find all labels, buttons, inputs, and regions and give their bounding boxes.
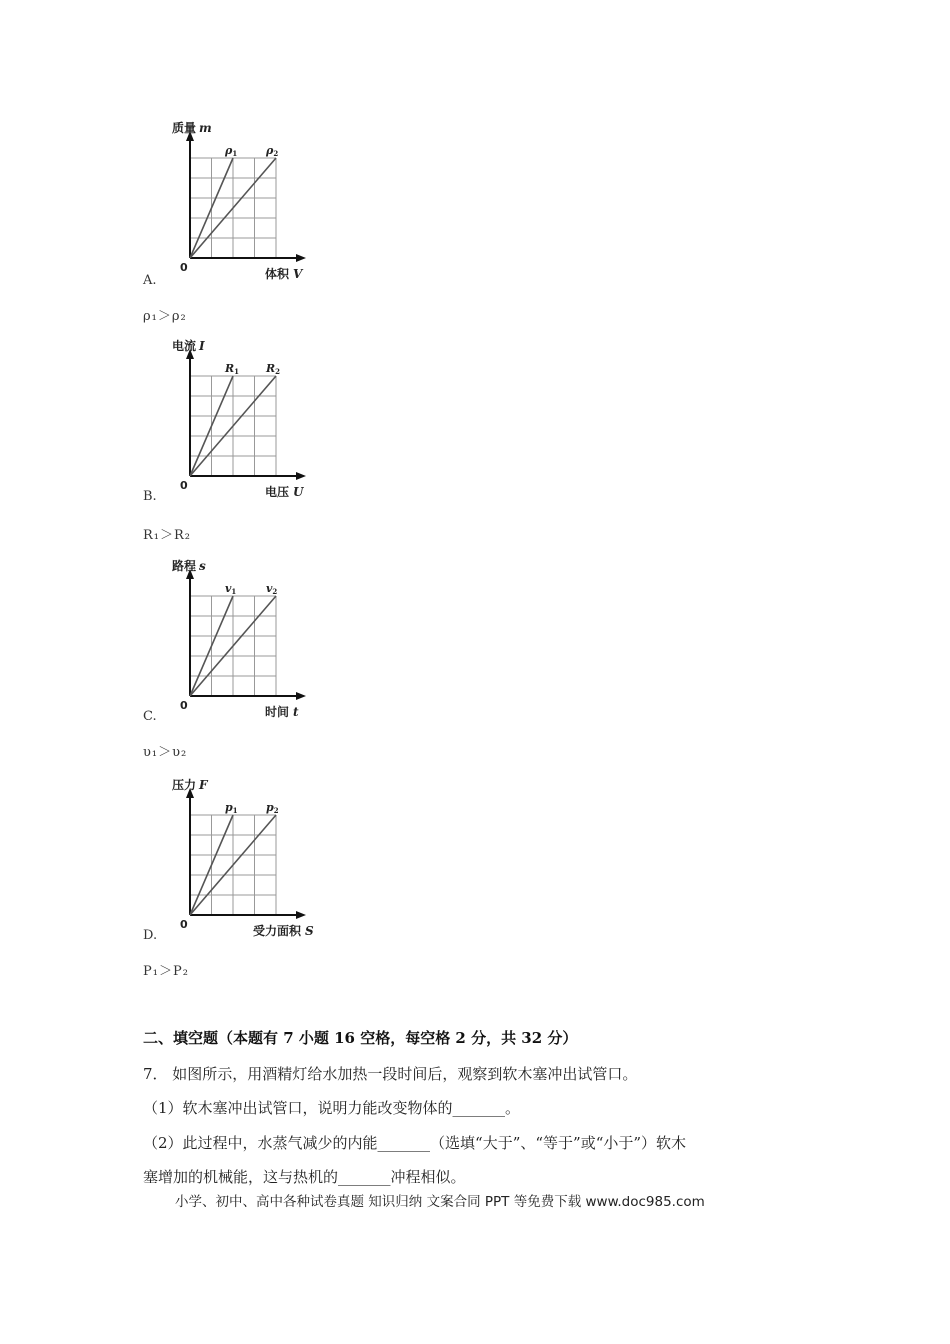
condition-a: ρ₁＞ρ₂ bbox=[143, 309, 187, 324]
series-label-2: R2 bbox=[266, 362, 281, 376]
graph-b bbox=[160, 333, 340, 498]
question-7-part1: （1）软木塞冲出试管口，说明力能改变物体的_______。 bbox=[143, 1099, 521, 1117]
question-7-stem: 7． 如图所示，用酒精灯给水加热一段时间后，观察到软木塞冲出试管口。 bbox=[143, 1065, 638, 1083]
graph-c bbox=[160, 553, 340, 718]
graph-svg bbox=[160, 772, 340, 937]
series-label-1-subscript: 1 bbox=[232, 149, 238, 158]
y-axis-variable: s bbox=[199, 559, 206, 573]
option-letter-b: B. bbox=[143, 489, 157, 504]
x-axis-title: 受力面积 S bbox=[253, 924, 314, 937]
x-axis-title: 电压 U bbox=[265, 485, 304, 498]
question-7-part2-line2: 塞增加的机械能，这与热机的_______冲程相似。 bbox=[143, 1168, 466, 1186]
y-axis-title: 路程 s bbox=[172, 559, 206, 573]
option-letter-d: D. bbox=[143, 928, 158, 943]
series-label-2: ρ2 bbox=[266, 144, 279, 158]
series-label-2: p2 bbox=[266, 801, 279, 815]
x-axis-title: 时间 t bbox=[265, 705, 299, 718]
x-axis-variable: U bbox=[293, 485, 304, 498]
y-axis-title: 质量 m bbox=[172, 121, 212, 135]
graph-svg bbox=[160, 333, 340, 498]
series-label-1: v1 bbox=[225, 582, 237, 596]
series-label-2-subscript: 2 bbox=[273, 149, 279, 158]
x-axis-arrow bbox=[296, 254, 306, 262]
series-label-2-subscript: 2 bbox=[273, 806, 279, 815]
series-label-2-subscript: 2 bbox=[272, 587, 278, 596]
series-label-1-subscript: 1 bbox=[231, 587, 237, 596]
x-axis-arrow bbox=[296, 911, 306, 919]
y-axis-variable: F bbox=[199, 778, 208, 792]
graph-svg bbox=[160, 115, 340, 280]
series-label-1-subscript: 1 bbox=[232, 806, 238, 815]
series-label-1: R1 bbox=[225, 362, 240, 376]
y-axis-variable: I bbox=[199, 339, 205, 353]
question-7-part2-line1: （2）此过程中，水蒸气减少的内能_______（选填“大于”、“等于”或“小于”）软木 bbox=[143, 1134, 687, 1152]
series-label-1: ρ1 bbox=[225, 144, 238, 158]
x-axis-arrow bbox=[296, 692, 306, 700]
option-letter-a: A. bbox=[143, 273, 157, 288]
condition-b: R₁＞R₂ bbox=[143, 528, 191, 543]
origin-label: 0 bbox=[180, 918, 188, 931]
origin-label: 0 bbox=[180, 261, 188, 274]
x-axis-variable: t bbox=[293, 705, 299, 718]
option-letter-c: C. bbox=[143, 709, 157, 724]
origin-label: 0 bbox=[180, 479, 188, 492]
graph-svg bbox=[160, 553, 340, 718]
x-axis-arrow bbox=[296, 472, 306, 480]
graph-a bbox=[160, 115, 340, 280]
origin-label: 0 bbox=[180, 699, 188, 712]
section-title: 二、填空题（本题有 7 小题 16 空格，每空格 2 分，共 32 分） bbox=[143, 1029, 578, 1047]
x-axis-variable: S bbox=[305, 924, 314, 937]
condition-c: υ₁＞υ₂ bbox=[143, 745, 188, 760]
y-axis-variable: m bbox=[199, 121, 212, 135]
page-footer: 小学、初中、高中各种试卷真题 知识归纳 文案合同 PPT 等免费下载 www.doc985.com bbox=[175, 1194, 705, 1210]
series-label-2: v2 bbox=[266, 582, 278, 596]
series-label-2-subscript: 2 bbox=[275, 367, 281, 376]
series-label-1-subscript: 1 bbox=[234, 367, 240, 376]
condition-d: P₁＞P₂ bbox=[143, 964, 189, 979]
y-axis-title: 压力 F bbox=[172, 778, 208, 792]
series-label-1: p1 bbox=[225, 801, 238, 815]
y-axis-title: 电流 I bbox=[172, 339, 205, 353]
x-axis-title: 体积 V bbox=[265, 267, 303, 280]
x-axis-variable: V bbox=[293, 267, 303, 280]
graph-d bbox=[160, 772, 340, 937]
